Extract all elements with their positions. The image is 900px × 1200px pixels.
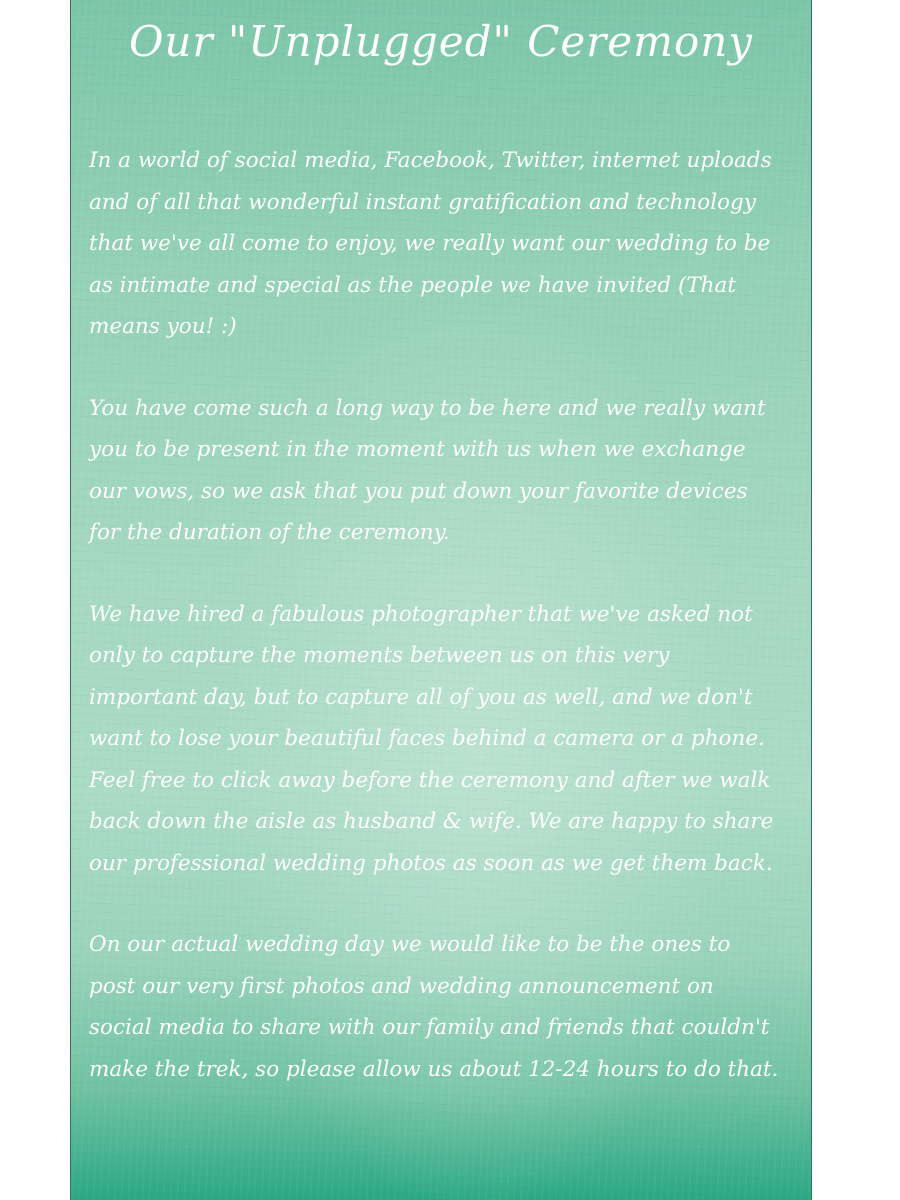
- paragraph-photographer: We have hired a fabulous photographer that we've asked not only to capture the moments between us on this very important day, but to capture all of you as well, and we don't want to lose your beautiful faces behind a camera or a phone. Feel free to click away before the ceremony and after we walk back down the aisle as husband & wife. We are happy to share our professional wedding photos as soon as we get them back.: [89, 601, 774, 876]
- paragraph-wedding-day-posting: On our actual wedding day we would like to be the ones to post our very first photos and wedding announcement on social media to share with our family and friends that couldn't make the trek, so please allow us about 12-24 hours to do that.: [89, 932, 779, 1082]
- card-body: [89, 140, 781, 1090]
- unplugged-ceremony-card: [70, 0, 812, 1200]
- page-title: Our "Unplugged" Ceremony: [128, 17, 754, 66]
- paragraph-be-present: You have come such a long way to be here and we really want you to be present in the moment with us when we exchange our vows, so we ask that you put down your favorite devices for the duration of the ceremony.: [89, 395, 766, 545]
- paragraph-social-media: In a world of social media, Facebook, Twitter, internet uploads and of all that wonderful instant gratification and technology that we've all come to enjoy, we really want our wedding to be as intimate and special as the people we have invited (That means you! :): [89, 148, 772, 339]
